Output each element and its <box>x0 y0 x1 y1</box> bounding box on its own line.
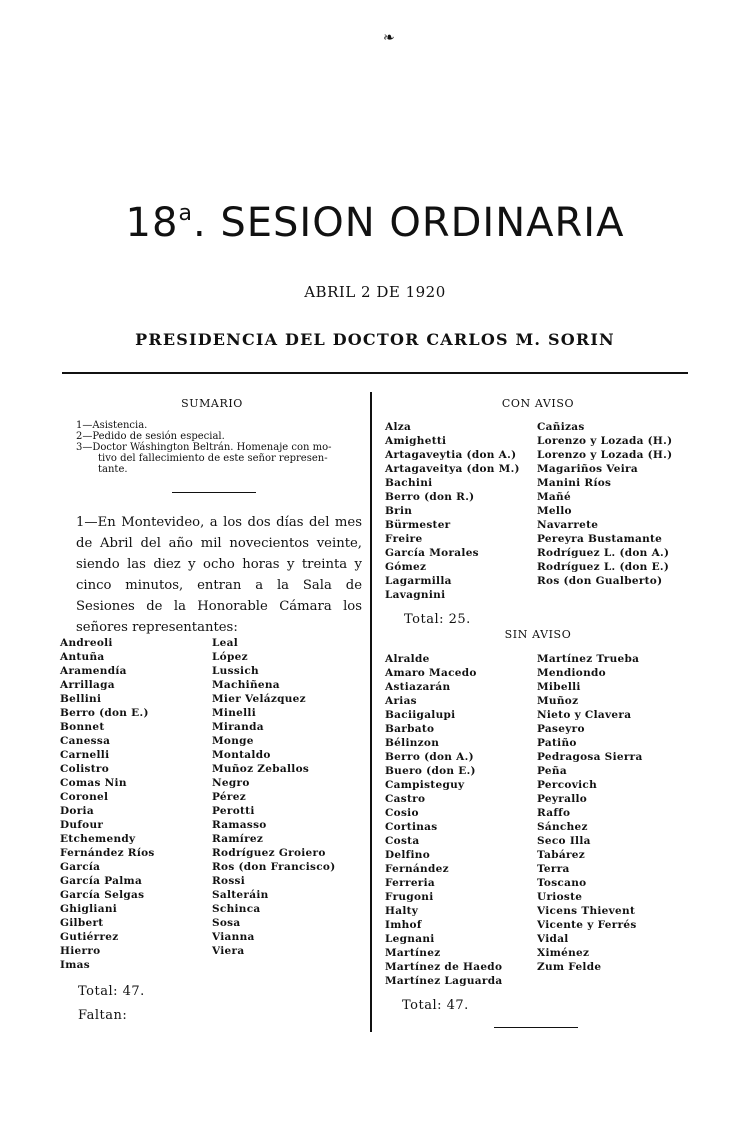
column-divider <box>370 392 372 1032</box>
list-item: Viera <box>212 945 245 957</box>
list-item: García Morales <box>385 547 479 559</box>
list-item: Bürmester <box>385 519 451 531</box>
list-item: Salteráin <box>212 889 269 901</box>
con-aviso-heading: CON AVISO <box>501 397 575 410</box>
sumario-item: 2—Pedido de sesión especial. <box>76 431 225 442</box>
list-item: Pérez <box>212 791 246 803</box>
list-item: Monge <box>212 735 254 747</box>
session-date: ABRIL 2 DE 1920 <box>304 283 446 301</box>
list-item: Rodríguez L. (don A.) <box>537 547 670 559</box>
sin-aviso-heading: SIN AVISO <box>504 628 572 641</box>
list-item: Gilbert <box>60 917 104 929</box>
list-item: Perotti <box>212 805 255 817</box>
sumario-item: 1—Asistencia. <box>76 420 148 431</box>
list-item: Vicens Thievent <box>537 905 636 917</box>
list-item: Antuña <box>60 651 105 663</box>
list-item: Toscano <box>537 877 587 889</box>
list-item: Urioste <box>537 891 583 903</box>
list-item: Miranda <box>212 721 264 733</box>
list-item: Mello <box>537 505 572 517</box>
list-item: Coronel <box>60 791 109 803</box>
sin-aviso-total: Total: 47. <box>402 998 469 1013</box>
list-item: Bachini <box>385 477 433 489</box>
list-item: Muñoz <box>537 695 579 707</box>
list-item: Navarrete <box>537 519 599 531</box>
list-item: Machiñena <box>212 679 280 691</box>
list-item: Mibelli <box>537 681 581 693</box>
list-item: Rossi <box>212 875 246 887</box>
present-col1 <box>60 636 155 972</box>
list-item: Amighetti <box>385 435 447 447</box>
con-aviso-col2 <box>537 420 672 588</box>
list-item: Amaro Macedo <box>385 667 477 679</box>
list-item: Peyrallo <box>537 793 588 805</box>
list-item: Berro (don R.) <box>385 491 475 503</box>
list-item: Delfino <box>385 849 431 861</box>
list-item: Freire <box>385 533 423 545</box>
sumario-item: 3—Doctor Wáshington Beltrán. Homenaje con mo- <box>76 442 332 453</box>
list-item: Pedragosa Sierra <box>537 751 643 763</box>
list-item: Muñoz Zeballos <box>212 763 310 775</box>
list-item: Ghigliani <box>60 903 118 915</box>
list-item: Martínez de Haedo <box>385 961 503 973</box>
sumario-list <box>76 420 368 475</box>
con-aviso-total: Total: 25. <box>404 612 471 627</box>
list-item: Vicente y Ferrés <box>537 919 637 931</box>
session-number-suffix: a <box>178 201 193 226</box>
list-item: Lorenzo y Lozada (H.) <box>537 435 673 447</box>
list-item: Bélinzon <box>385 737 440 749</box>
list-item: Fernández Ríos <box>60 847 155 859</box>
decorative-mark: ❧ <box>383 30 395 46</box>
list-item: Comas Nin <box>60 777 127 789</box>
sin-aviso-col1 <box>385 652 502 988</box>
list-item: García Selgas <box>60 889 145 901</box>
list-item: Martínez Trueba <box>537 653 640 665</box>
con-aviso-col1 <box>385 420 520 602</box>
list-item: Artagaveitya (don M.) <box>385 463 520 475</box>
list-item: Cañizas <box>537 421 585 433</box>
list-item: Imas <box>60 959 90 971</box>
list-item: Bellini <box>60 693 102 705</box>
list-item: Campisteguy <box>385 779 465 791</box>
list-item: Pereyra Bustamante <box>537 533 663 545</box>
list-item: Arias <box>385 695 417 707</box>
list-item: Rodríguez Groiero <box>212 847 326 859</box>
list-item: Legnani <box>385 933 435 945</box>
sumario-item: tante. <box>98 464 128 475</box>
list-item: Mendiondo <box>537 667 606 679</box>
list-item: Cortinas <box>385 821 438 833</box>
list-item: Doria <box>60 805 94 817</box>
list-item: Bonnet <box>60 721 105 733</box>
list-item: Nieto y Clavera <box>537 709 632 721</box>
list-item: Berro (don A.) <box>385 751 474 763</box>
list-item: Minelli <box>212 707 256 719</box>
sumario-heading: SUMARIO <box>181 397 243 410</box>
list-item: Peña <box>537 765 567 777</box>
list-item: López <box>212 651 248 663</box>
list-item: Castro <box>385 793 426 805</box>
list-item: Cosio <box>385 807 419 819</box>
list-item: Baciigalupi <box>385 709 456 721</box>
session-title-text: . SESION ORDINARIA <box>192 200 625 246</box>
sumario-rule <box>172 492 256 493</box>
list-item: Mañé <box>537 491 571 503</box>
list-item: Brin <box>385 505 413 517</box>
list-item: Schinca <box>212 903 261 915</box>
list-item: Vianna <box>212 931 255 943</box>
bottom-rule <box>494 1027 578 1028</box>
list-item: Canessa <box>60 735 111 747</box>
list-item: Zum Felde <box>537 961 602 973</box>
list-item: Manini Ríos <box>537 477 612 489</box>
list-item: Vidal <box>537 933 569 945</box>
present-faltan: Faltan: <box>78 1008 128 1023</box>
list-item: García Palma <box>60 875 143 887</box>
list-item: Arrillaga <box>60 679 115 691</box>
list-item: García <box>60 861 101 873</box>
list-item: Etchemendy <box>60 833 136 845</box>
list-item: Fernández <box>385 863 449 875</box>
list-item: Lorenzo y Lozada (H.) <box>537 449 673 461</box>
list-item: Leal <box>212 637 239 649</box>
list-item: Martínez Laguarda <box>385 975 503 987</box>
list-item: Raffo <box>537 807 571 819</box>
list-item: Patiño <box>537 737 577 749</box>
list-item: Sosa <box>212 917 241 929</box>
list-item: Ramírez <box>212 833 264 845</box>
list-item: Halty <box>385 905 419 917</box>
list-item: Martínez <box>385 947 441 959</box>
list-item: Tabárez <box>537 849 586 861</box>
list-item: Lussich <box>212 665 259 677</box>
sumario-item: tivo del fallecimiento de este señor represen- <box>98 453 328 464</box>
list-item: Magariños Veira <box>537 463 638 475</box>
list-item: Costa <box>385 835 420 847</box>
list-item: Artagaveytia (don A.) <box>385 449 517 461</box>
list-item: Dufour <box>60 819 104 831</box>
session-number: 18 <box>125 200 179 246</box>
list-item: Buero (don E.) <box>385 765 476 777</box>
list-item: Imhof <box>385 919 422 931</box>
list-item: Ros (don Gualberto) <box>537 575 663 587</box>
list-item: Carnelli <box>60 749 110 761</box>
list-item: Ramasso <box>212 819 267 831</box>
list-item: Percovich <box>537 779 598 791</box>
sin-aviso-col2 <box>537 652 643 974</box>
top-divider <box>62 372 688 374</box>
list-item: Ximénez <box>537 947 590 959</box>
list-item: Gutiérrez <box>60 931 119 943</box>
list-item: Frugoni <box>385 891 434 903</box>
list-item: Paseyro <box>537 723 585 735</box>
list-item: Ferreria <box>385 877 436 889</box>
list-item: Andreoli <box>60 637 113 649</box>
list-item: Astiazarán <box>385 681 451 693</box>
list-item: Barbato <box>385 723 435 735</box>
list-item: Montaldo <box>212 749 271 761</box>
list-item: Berro (don E.) <box>60 707 149 719</box>
list-item: Seco Illa <box>537 835 591 847</box>
list-item: Ros (don Francisco) <box>212 861 336 873</box>
opening-paragraph: 1—En Montevideo, a los dos días del mes de Abril del año mil novecientos veinte, siendo las diez y ocho horas y treinta y cinco minutos, entran a la Sala de Sesiones de la Honorable Cámara los señores representantes: <box>76 515 362 635</box>
list-item: Terra <box>537 863 570 875</box>
list-item: Mier Velázquez <box>212 693 306 705</box>
present-col2 <box>212 636 336 958</box>
present-total: Total: 47. <box>78 984 145 999</box>
list-item: Rodríguez L. (don E.) <box>537 561 670 573</box>
list-item: Lavagnini <box>385 589 446 601</box>
presidency-line: PRESIDENCIA DEL DOCTOR CARLOS M. SORIN <box>135 330 615 349</box>
list-item: Lagarmilla <box>385 575 452 587</box>
list-item: Negro <box>212 777 250 789</box>
list-item: Alralde <box>385 653 430 665</box>
list-item: Alza <box>385 421 412 433</box>
list-item: Hierro <box>60 945 101 957</box>
list-item: Aramendía <box>60 665 127 677</box>
list-item: Colistro <box>60 763 110 775</box>
list-item: Gómez <box>385 561 427 573</box>
session-title <box>0 200 750 246</box>
list-item: Sánchez <box>537 821 588 833</box>
